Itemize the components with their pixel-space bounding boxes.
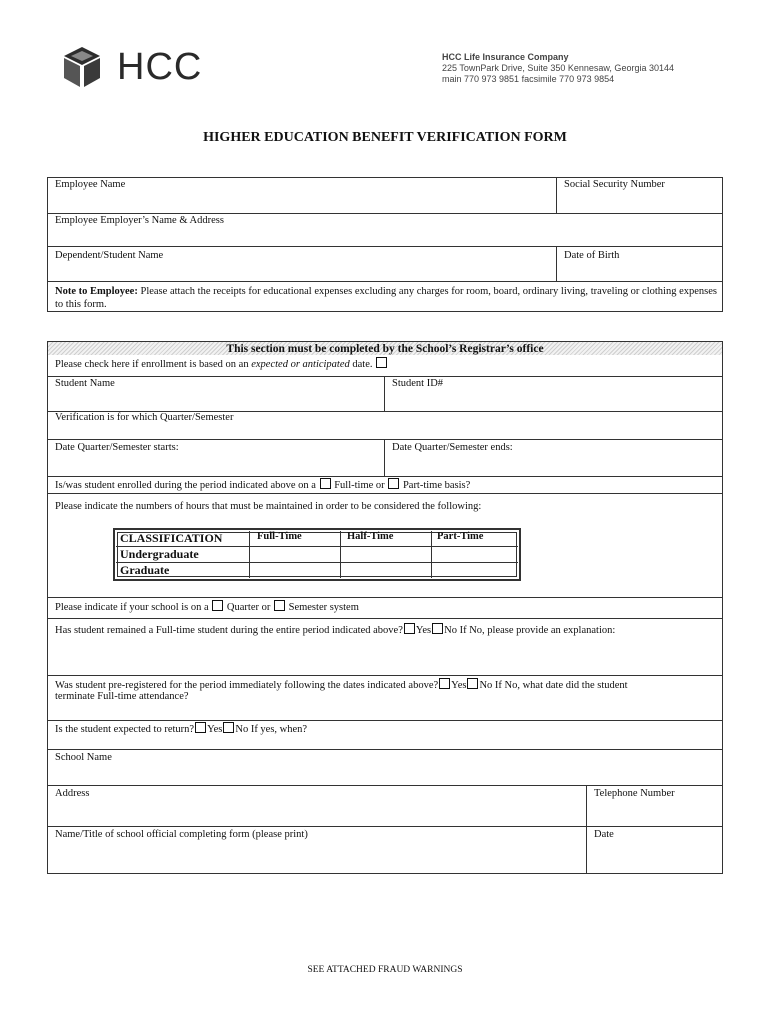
quarter-label: Quarter or [226,602,271,613]
employer-field[interactable]: Employee Employer’s Name & Address [55,215,224,226]
logo-text: HCC [117,46,203,88]
employee-name-field[interactable]: Employee Name [55,179,126,190]
address-field[interactable]: Address [55,788,90,799]
cell-undergrad-halftime[interactable] [342,548,430,561]
date-ends-field[interactable]: Date Quarter/Semester ends: [392,442,513,453]
expected-return-yes-label: Yes [207,724,223,735]
company-address: 225 TownPark Drive, Suite 350 Kennesaw, Georgia 30144 [442,63,674,73]
school-name-field[interactable]: School Name [55,752,112,763]
preregistered-no-checkbox[interactable] [467,678,478,689]
expected-return-yes-checkbox[interactable] [195,722,206,733]
enrollment-basis-row [55,478,470,491]
employee-note [55,285,717,311]
semester-checkbox[interactable] [274,600,285,611]
semester-label: Semester system [288,602,359,613]
ssn-field[interactable]: Social Security Number [564,179,665,190]
classification-header: CLASSIFICATION [120,531,223,545]
fulltime-remained-no-checkbox[interactable] [432,623,443,634]
note-text: Please attach the receipts for educational expenses excluding any charges for room, board, ordinary living, traveling or clothing expenses to this form. [55,286,717,310]
fulltime-remained-yes-checkbox[interactable] [404,623,415,634]
preregistered-yes-label: Yes [451,680,467,691]
fulltime-remained-question: Has student remained a Full-time student during the entire period indicated above? [55,625,403,636]
expected-return-no-label: No If yes, when? [235,724,308,735]
graduate-row: Graduate [120,563,170,577]
school-system-row [55,600,359,613]
student-name-field[interactable]: Student Name [55,378,115,389]
cell-undergrad-fulltime[interactable] [251,548,339,561]
school-system-question: Please indicate if your school is on a [55,602,209,613]
cell-grad-halftime[interactable] [342,564,430,577]
enrollment-question: Is/was student enrolled during the period indicated above on a [55,480,316,491]
expected-return-row [55,722,307,735]
anticipated-pre: Please check here if enrollment is based on an [55,359,252,370]
anticipated-post: date. [349,359,373,370]
parttime-header: Part-Time [437,531,484,542]
expected-return-no-checkbox[interactable] [223,722,234,733]
fraud-warnings-footer: SEE ATTACHED FRAUD WARNINGS [307,965,463,975]
cell-undergrad-parttime[interactable] [433,548,517,561]
preregistered-line2: terminate Full-time attendance? [55,691,189,702]
fulltime-remained-yes-label: Yes [415,625,432,636]
dob-field[interactable]: Date of Birth [564,250,620,261]
date-starts-field[interactable]: Date Quarter/Semester starts: [55,442,179,453]
date-field[interactable]: Date [594,829,614,840]
fulltime-remained-no-label: No If No, please provide an explanation: [444,625,616,636]
preregistered-question: Was student pre-registered for the period immediately following the dates indicated above? [55,680,439,691]
company-phones: main 770 973 9851 facsimile 770 973 9854 [442,74,615,84]
preregistered-yes-checkbox[interactable] [439,678,450,689]
anticipated-date-row [55,357,388,370]
verification-field[interactable]: Verification is for which Quarter/Semester [55,412,234,423]
hcc-logo-icon [60,45,104,89]
cell-grad-fulltime[interactable] [251,564,339,577]
preregistered-no-label: No If No, what date did the student [479,680,628,691]
expected-return-question: Is the student expected to return? [55,724,195,735]
anticipated-checkbox[interactable] [376,357,387,368]
fulltime-checkbox[interactable] [320,478,331,489]
cell-grad-parttime[interactable] [433,564,517,577]
parttime-label: Part-time basis? [402,480,471,491]
fulltime-label: Full-time or [334,480,385,491]
anticipated-italic: expected or anticipated [251,359,350,370]
halftime-header: Half-Time [347,531,394,542]
telephone-field[interactable]: Telephone Number [594,788,675,799]
undergraduate-row: Undergraduate [120,547,199,561]
registrar-banner: This section must be completed by the School’s Registrar’s office [48,342,722,355]
quarter-checkbox[interactable] [212,600,223,611]
page-title: HIGHER EDUCATION BENEFIT VERIFICATION FORM [203,130,567,145]
fulltime-header: Full-Time [257,531,302,542]
parttime-checkbox[interactable] [388,478,399,489]
preregistered-row [55,678,628,691]
company-name: HCC Life Insurance Company [442,52,569,62]
note-label: Note to Employee: [55,286,138,297]
official-name-field[interactable]: Name/Title of school official completing form (please print) [55,829,308,840]
fulltime-remained-row [55,623,615,636]
company-info [442,52,674,85]
hours-instruction: Please indicate the numbers of hours that must be maintained in order to be considered the following: [55,501,482,512]
dependent-name-field[interactable]: Dependent/Student Name [55,250,164,261]
student-id-field[interactable]: Student ID# [392,378,444,389]
